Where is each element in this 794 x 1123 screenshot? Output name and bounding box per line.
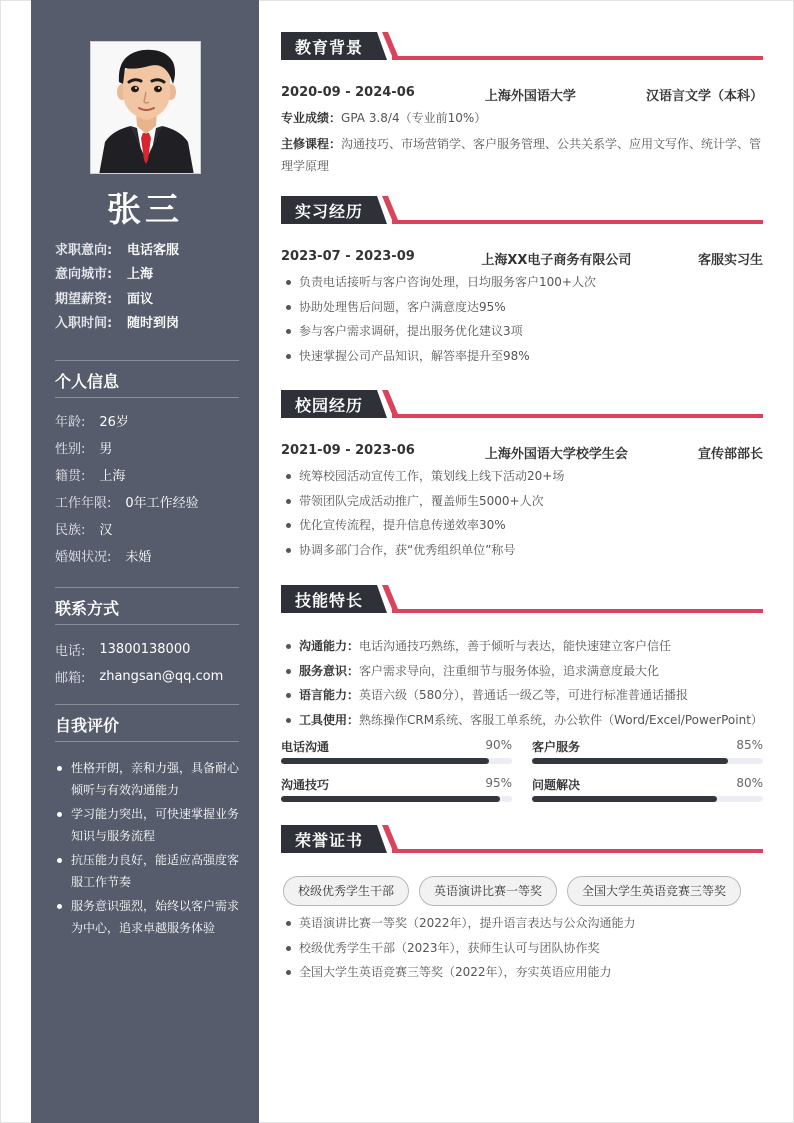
personal-label: 性别: bbox=[55, 442, 86, 457]
internship-list bbox=[281, 270, 763, 368]
honor-item: 全国大学生英语竞赛三等奖（2022年），夯实英语应用能力 bbox=[281, 960, 763, 985]
skill-bar-track bbox=[532, 796, 763, 802]
contact-label: 邮箱: bbox=[55, 671, 86, 686]
skill-bar-percent: 80% bbox=[736, 776, 763, 790]
internship-period: 2023-07 - 2023-09 bbox=[281, 249, 415, 264]
sidebar-divider bbox=[55, 587, 239, 588]
skill-bar-track bbox=[281, 796, 512, 802]
sidebar-divider bbox=[55, 624, 239, 625]
honor-item: 英语演讲比赛一等奖（2022年），提升语言表达与公众沟通能力 bbox=[281, 911, 763, 936]
personal-row bbox=[55, 515, 245, 542]
contact-title: 联系方式 bbox=[55, 599, 120, 618]
campus-list bbox=[281, 464, 763, 562]
section-title: 教育背景 bbox=[295, 38, 364, 57]
honor-tag: 全国大学生英语竞赛三等奖 bbox=[567, 876, 741, 906]
section-title: 荣誉证书 bbox=[295, 831, 364, 850]
personal-info-title: 个人信息 bbox=[55, 372, 120, 391]
contact-info bbox=[55, 636, 255, 690]
personal-label: 籍贯: bbox=[55, 469, 86, 484]
self-eval-item: 服务意识强烈，始终以客户需求为中心，追求卓越服务体验 bbox=[53, 895, 245, 939]
skill-bar-name: 客户服务 bbox=[532, 740, 581, 754]
internship-item: 协助处理售后问题，客户满意度达95% bbox=[281, 295, 763, 320]
campus-row bbox=[281, 443, 763, 462]
skill-item: 服务意识：客户需求导向，注重细节与服务体验，追求满意度最大化 bbox=[281, 659, 763, 684]
education-major: 汉语言文学（本科） bbox=[645, 89, 763, 104]
internship-item: 快速掌握公司产品知识，解答率提升至98% bbox=[281, 344, 763, 369]
internship-role: 客服实习生 bbox=[697, 253, 763, 268]
skill-bar-name: 沟通技巧 bbox=[281, 778, 330, 792]
personal-value: 男 bbox=[99, 442, 113, 457]
contact-label: 电话: bbox=[55, 644, 86, 659]
skill-bar bbox=[281, 776, 512, 810]
education-grade: 专业成绩：GPA 3.8/4（专业前10%） bbox=[281, 111, 487, 125]
intent-row-start bbox=[55, 310, 245, 335]
campus-item: 带领团队完成活动推广，覆盖师生5000+人次 bbox=[281, 489, 763, 514]
skill-bar-fill bbox=[532, 796, 717, 802]
intent-value: 随时到岗 bbox=[127, 316, 180, 332]
self-eval-item: 抗压能力良好，能适应高强度客服工作节奏 bbox=[53, 849, 245, 893]
skill-bar-track bbox=[281, 758, 512, 764]
campus-role: 宣传部部长 bbox=[697, 447, 763, 462]
honor-tag: 英语演讲比赛一等奖 bbox=[419, 876, 557, 906]
campus-item: 统筹校园活动宣传工作，策划线上线下活动20+场 bbox=[281, 464, 763, 489]
personal-row bbox=[55, 407, 245, 434]
personal-label: 工作年限: bbox=[55, 496, 112, 511]
campus-item: 协调多部门合作，获“优秀组织单位”称号 bbox=[281, 538, 763, 563]
skill-bar-fill bbox=[281, 758, 489, 764]
education-row bbox=[281, 85, 763, 104]
section-header-skills bbox=[281, 583, 763, 615]
education-courses: 主修课程：沟通技巧、市场营销学、客户服务管理、公共关系学、应用文写作、统计学、管理学原理 bbox=[281, 137, 762, 173]
skill-bar-fill bbox=[281, 796, 500, 802]
honor-tag: 校级优秀学生干部 bbox=[283, 876, 409, 906]
personal-label: 婚姻状况: bbox=[55, 550, 112, 565]
personal-value: 26岁 bbox=[99, 415, 129, 430]
grade-label: 专业成绩 bbox=[281, 111, 330, 125]
skill-item: 工具使用：熟练操作CRM系统、客服工单系统，办公软件（Word/Excel/PowerPoint） bbox=[281, 708, 763, 733]
honor-tags bbox=[283, 876, 741, 906]
personal-row bbox=[55, 488, 245, 515]
personal-row bbox=[55, 434, 245, 461]
section-title: 校园经历 bbox=[295, 396, 364, 415]
skill-text: 熟练操作CRM系统、客服工单系统，办公软件（Word/Excel/PowerPoint） bbox=[359, 712, 763, 727]
intent-row-position bbox=[55, 236, 245, 261]
skill-bar-fill bbox=[532, 758, 728, 764]
skill-bar-percent: 85% bbox=[736, 738, 763, 752]
profile-photo bbox=[90, 41, 201, 174]
skill-bar-name: 问题解决 bbox=[532, 778, 581, 792]
courses-label: 主修课程 bbox=[281, 137, 330, 151]
intent-value: 上海 bbox=[127, 267, 154, 283]
skills-list bbox=[281, 634, 763, 732]
section-title: 实习经历 bbox=[295, 202, 364, 221]
personal-value: 未婚 bbox=[125, 550, 152, 565]
phone-value: 13800138000 bbox=[99, 642, 191, 657]
personal-label: 民族: bbox=[55, 523, 86, 538]
person-name: 张三 bbox=[107, 190, 183, 230]
sidebar bbox=[31, 0, 259, 1123]
intent-row-city bbox=[55, 261, 245, 286]
intent-label: 求职意向: bbox=[55, 242, 113, 258]
section-title: 技能特长 bbox=[295, 591, 364, 610]
skill-bar-percent: 95% bbox=[485, 776, 512, 790]
internship-item: 负责电话接听与客户咨询处理，日均服务客户100+人次 bbox=[281, 270, 763, 295]
personal-value: 汉 bbox=[99, 523, 113, 538]
internship-item: 参与客户需求调研，提出服务优化建议3项 bbox=[281, 319, 763, 344]
skill-text: 电话沟通技巧熟练，善于倾听与表达，能快速建立客户信任 bbox=[359, 639, 672, 653]
education-school: 上海外国语大学 bbox=[484, 89, 576, 104]
campus-period: 2021-09 - 2023-06 bbox=[281, 443, 415, 458]
honor-item: 校级优秀学生干部（2023年），获师生认可与团队协作奖 bbox=[281, 936, 763, 961]
education-period: 2020-09 - 2024-06 bbox=[281, 85, 415, 100]
intent-label: 意向城市: bbox=[55, 267, 113, 283]
skill-bar-track bbox=[532, 758, 763, 764]
intent-row-salary bbox=[55, 285, 245, 310]
self-eval-item: 性格开朗，亲和力强，具备耐心倾听与有效沟通能力 bbox=[53, 757, 245, 801]
intent-value: 电话客服 bbox=[127, 242, 180, 258]
campus-org: 上海外国语大学校学生会 bbox=[484, 447, 628, 462]
self-eval-list bbox=[53, 757, 245, 941]
contact-row-email bbox=[55, 663, 255, 690]
skill-bar bbox=[532, 776, 763, 810]
intent-value: 面议 bbox=[127, 291, 154, 307]
skill-label: 语言能力 bbox=[299, 688, 348, 702]
personal-label: 年龄: bbox=[55, 415, 86, 430]
sidebar-divider bbox=[55, 741, 239, 742]
skill-bar bbox=[281, 738, 512, 772]
personal-value: 上海 bbox=[99, 469, 126, 484]
email-value: zhangsan@qq.com bbox=[99, 669, 224, 684]
intent-label: 入职时间: bbox=[55, 316, 113, 332]
sidebar-divider bbox=[55, 360, 239, 361]
personal-info bbox=[55, 407, 245, 569]
courses-value: 沟通技巧、市场营销学、客户服务管理、公共关系学、应用文写作、统计学、管理学原理 bbox=[281, 137, 762, 173]
grade-value: GPA 3.8/4（专业前10%） bbox=[341, 111, 487, 125]
self-eval-title: 自我评价 bbox=[55, 716, 120, 735]
skill-text: 客户需求导向，注重细节与服务体验，追求满意度最大化 bbox=[359, 663, 660, 678]
section-header-internship bbox=[281, 194, 763, 226]
personal-row bbox=[55, 542, 245, 569]
honors-list bbox=[281, 911, 763, 985]
skill-bar-percent: 90% bbox=[485, 738, 512, 752]
personal-value: 0年工作经验 bbox=[125, 496, 199, 511]
section-header-education bbox=[281, 30, 763, 62]
sidebar-divider bbox=[55, 704, 239, 705]
personal-row bbox=[55, 461, 245, 488]
section-header-campus bbox=[281, 388, 763, 420]
contact-row-phone bbox=[55, 636, 255, 663]
skill-item: 沟通能力：电话沟通技巧熟练，善于倾听与表达，能快速建立客户信任 bbox=[281, 634, 763, 659]
avatar-illustration bbox=[91, 42, 201, 174]
intent-label: 期望薪资: bbox=[55, 291, 113, 307]
skill-item: 语言能力：英语六级（580分），普通话一级乙等，可进行标准普通话播报 bbox=[281, 683, 763, 708]
skill-label: 服务意识 bbox=[299, 663, 348, 678]
internship-company: 上海XX电子商务有限公司 bbox=[481, 253, 632, 268]
sidebar-divider bbox=[55, 397, 239, 398]
main-content bbox=[281, 0, 763, 1123]
job-intent bbox=[55, 236, 245, 334]
skill-bar bbox=[532, 738, 763, 772]
section-header-honors bbox=[281, 823, 763, 855]
self-eval-item: 学习能力突出，可快速掌握业务知识与服务流程 bbox=[53, 803, 245, 847]
skill-text: 英语六级（580分），普通话一级乙等，可进行标准普通话播报 bbox=[359, 688, 688, 702]
campus-item: 优化宣传流程，提升信息传递效率30% bbox=[281, 513, 763, 538]
skill-label: 工具使用 bbox=[299, 712, 348, 727]
internship-row bbox=[281, 249, 763, 268]
skill-bar-name: 电话沟通 bbox=[281, 740, 330, 754]
skill-label: 沟通能力 bbox=[299, 639, 348, 653]
